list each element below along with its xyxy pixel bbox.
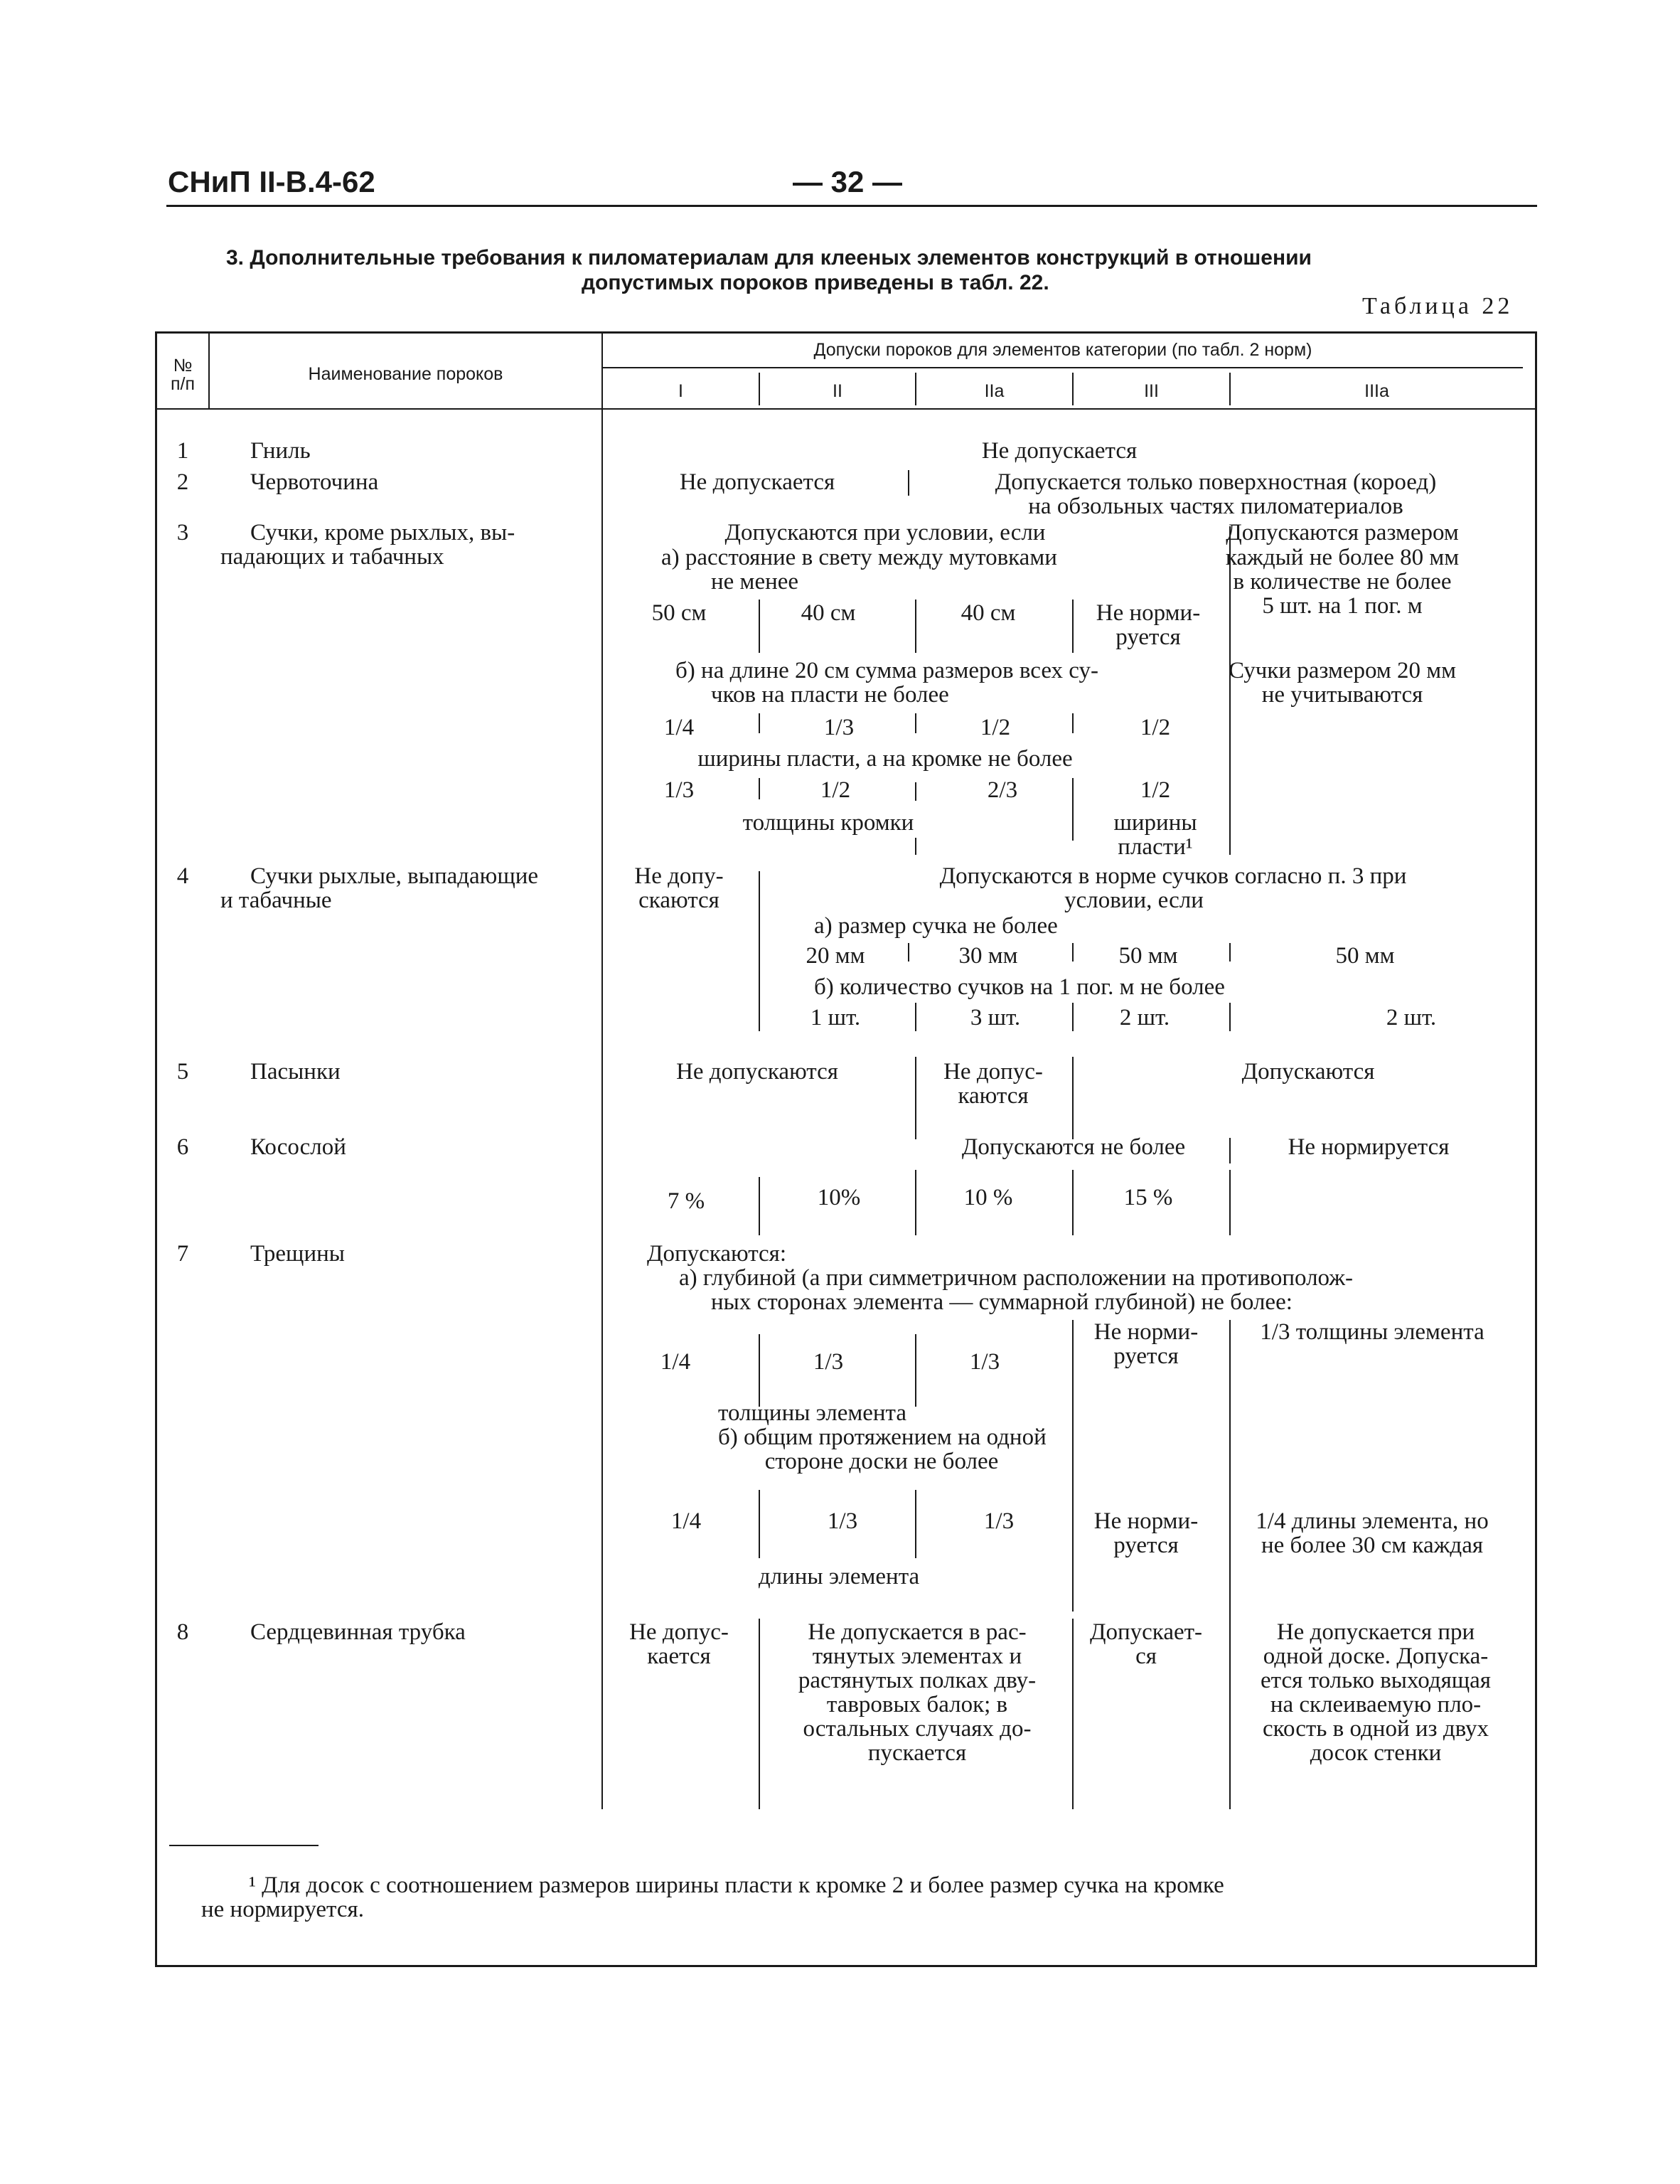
tolerance-text: Не допу-	[634, 863, 724, 889]
tolerance-text: 1/3	[983, 1508, 1015, 1534]
tolerance-text: 30 мм	[958, 943, 1018, 969]
tolerance-text: Не допускаются	[676, 1059, 838, 1085]
header-category-IIIa: IIIa	[1364, 381, 1389, 401]
tolerance-text: Допускаются в норме сучков согласно п. 3 при	[939, 863, 1407, 889]
row-number: 8	[176, 1619, 189, 1645]
divider-fragment	[759, 1490, 760, 1558]
tolerance-text: Не норми-	[1093, 1319, 1199, 1345]
tolerance-text: 1/2	[820, 777, 851, 803]
tolerance-text: Не допускается	[679, 469, 835, 495]
tolerance-text: 20 мм	[806, 943, 865, 969]
defect-name: Косослой	[250, 1134, 346, 1160]
divider-fragment	[908, 470, 909, 496]
row-number: 4	[176, 863, 189, 889]
tolerance-text: чков на пласти не более	[711, 682, 949, 708]
tolerance-text: 50 мм	[1118, 943, 1178, 969]
tolerance-text: 5 шт. на 1 пог. м	[1262, 593, 1423, 619]
divider-fragment	[1072, 1320, 1074, 1612]
tolerance-text: ширины пласти, а на кромке не более	[697, 746, 1073, 772]
table-bottom-border	[155, 1965, 1537, 1967]
table-top-border	[155, 331, 1537, 334]
tolerance-text: толщины кромки	[742, 810, 914, 836]
header-num-label-2: п/п	[170, 374, 196, 394]
document-code: СНиП II-В.4-62	[168, 165, 375, 198]
tolerance-text: ширины	[1113, 810, 1197, 836]
tolerance-text: Не допус-	[943, 1059, 1043, 1085]
tolerance-text: Не допус-	[629, 1619, 729, 1645]
header-category-group: Допуски пороков для элементов категории (по табл. 2 норм)	[813, 340, 1312, 360]
table-caption: Таблица 22	[1362, 293, 1514, 319]
divider-fragment	[915, 1003, 916, 1031]
header-category-II: II	[833, 381, 842, 401]
tolerance-text: досок стенки	[1310, 1740, 1442, 1766]
tolerance-text: Не допускается в рас-	[808, 1619, 1027, 1645]
tolerance-text: Не норми-	[1093, 1508, 1199, 1534]
header-category-III: III	[1144, 381, 1159, 401]
tolerance-text: Допускаются	[1241, 1059, 1375, 1085]
row-number: 3	[176, 520, 189, 545]
tolerance-text: 1/3 толщины элемента	[1260, 1319, 1484, 1345]
tolerance-text: скаются	[638, 888, 719, 913]
tolerance-text: 10 %	[963, 1185, 1013, 1210]
divider-fragment	[915, 600, 916, 653]
divider-fragment	[1072, 1619, 1074, 1809]
tolerance-text: а) глубиной (а при симметричном расположении на противополож-	[679, 1265, 1354, 1291]
tolerance-text: Не допускается при	[1276, 1619, 1475, 1645]
tolerance-text: тянутых элементах и	[812, 1644, 1022, 1669]
tolerance-text: 40 см	[801, 600, 856, 626]
divider-fragment	[1229, 526, 1231, 855]
table-right-border	[1535, 331, 1537, 1967]
tolerance-text: пласти¹	[1118, 834, 1193, 860]
tolerance-text: Допускает-	[1089, 1619, 1203, 1645]
tolerance-text: 1/3	[969, 1349, 1000, 1375]
tolerance-text: 1/3	[663, 777, 695, 803]
defect-name: Сучки, кроме рыхлых, вы-	[250, 520, 515, 545]
tolerance-text: Сучки размером 20 мм	[1229, 658, 1456, 683]
group-header-rule	[603, 367, 1523, 368]
divider-fragment	[915, 838, 916, 855]
tolerance-text: 10%	[817, 1185, 861, 1210]
divider-fragment	[908, 943, 909, 962]
divider-fragment	[1072, 600, 1074, 653]
row-number: 6	[176, 1134, 189, 1160]
tolerance-text: 2 шт.	[1386, 1005, 1437, 1030]
header-category-IIa: IIa	[984, 381, 1005, 401]
tolerance-text: 3 шт.	[970, 1005, 1021, 1030]
name-col-divider	[601, 334, 603, 1809]
header-category-I: I	[678, 381, 683, 401]
divider-fragment	[1072, 713, 1074, 733]
tolerance-text: 40 см	[961, 600, 1016, 626]
header-bottom-rule	[157, 408, 1535, 410]
tolerance-text: на склеиваемую пло-	[1270, 1692, 1482, 1717]
tolerance-text: 1/4	[670, 1508, 702, 1534]
defect-name: Трещины	[250, 1241, 345, 1267]
divider-fragment	[1229, 1138, 1231, 1163]
tolerance-text: 2 шт.	[1119, 1005, 1170, 1030]
divider-fragment	[759, 1177, 760, 1235]
tolerance-text: 1/2	[980, 715, 1011, 740]
defect-name: Сучки рыхлые, выпадающие	[250, 863, 539, 889]
divider-fragment	[759, 1334, 760, 1407]
tolerance-text: ных сторонах элемента — суммарной глубиной) не более:	[711, 1289, 1293, 1315]
tolerance-text: 1 шт.	[810, 1005, 861, 1030]
defect-name: и табачные	[220, 888, 332, 913]
tolerance-text: не менее	[711, 569, 799, 595]
tolerance-text: Допускаются размером	[1226, 520, 1459, 545]
tolerance-text: 1/3	[823, 715, 855, 740]
tolerance-text: Допускаются:	[647, 1241, 787, 1267]
divider-fragment	[1229, 1320, 1231, 1809]
tolerance-text: 1/3	[827, 1508, 858, 1534]
intro-line-2: допустимых пороков приведены в табл. 22.	[582, 271, 1049, 294]
row-number: 1	[176, 438, 189, 464]
tolerance-text: 1/2	[1140, 715, 1171, 740]
tolerance-text: руется	[1115, 624, 1181, 650]
row-number: 5	[176, 1059, 189, 1085]
page-number: — 32 —	[793, 165, 903, 198]
tolerance-text: кается	[647, 1644, 711, 1669]
divider-fragment	[915, 1490, 916, 1558]
divider-fragment	[1072, 1003, 1074, 1031]
divider-fragment	[915, 1057, 916, 1139]
divider-fragment	[1072, 943, 1074, 962]
tolerance-text: Не норми-	[1096, 600, 1201, 626]
divider-fragment	[1229, 1003, 1231, 1031]
divider-fragment	[915, 782, 916, 801]
intro-line-1: 3. Дополнительные требования к пиломатериалам для клееных элементов конструкций в отношении	[226, 246, 1312, 270]
divider-fragment	[759, 713, 760, 733]
tolerance-text: на обзольных частях пиломатериалов	[1028, 494, 1403, 519]
tolerance-text: 2/3	[987, 777, 1018, 803]
tolerance-text: а) размер сучка не более	[814, 913, 1058, 939]
tolerance-text: ется только выходящая	[1261, 1668, 1491, 1693]
tolerance-text: скость в одной из двух	[1262, 1716, 1489, 1742]
tolerance-text: длины элемента	[758, 1564, 920, 1589]
tolerance-text: Допускаются при условии, если	[724, 520, 1046, 545]
divider-fragment	[915, 713, 916, 733]
tolerance-text: стороне доски не более	[764, 1449, 999, 1474]
divider-fragment	[1072, 1170, 1074, 1235]
tolerance-text: тавровых балок; в	[826, 1692, 1008, 1717]
tolerance-text: Допускаются не более	[961, 1134, 1186, 1160]
defect-name: Пасынки	[250, 1059, 341, 1085]
tolerance-text: 1/2	[1140, 777, 1171, 803]
tolerance-text: руется	[1113, 1533, 1179, 1558]
divider-fragment	[1072, 778, 1074, 841]
tolerance-text: а) расстояние в свету между мутовками	[661, 545, 1057, 570]
tolerance-text: пускается	[867, 1740, 967, 1766]
tolerance-text: Не допускается	[981, 438, 1138, 464]
header-defect-name: Наименование пороков	[308, 364, 503, 384]
tolerance-text: каются	[958, 1083, 1029, 1109]
tolerance-text: Допускается только поверхностная (короед)	[995, 469, 1437, 495]
tolerance-text: не учитываются	[1261, 682, 1423, 708]
tolerance-text: 1/4 длины элемента, но	[1256, 1508, 1489, 1534]
tolerance-text: Не нормируется	[1288, 1134, 1450, 1160]
defect-name: падающих и табачных	[220, 544, 444, 570]
tolerance-text: 1/4	[660, 1349, 691, 1375]
defect-name: Гниль	[250, 438, 311, 464]
divider-fragment	[759, 600, 760, 653]
divider-fragment	[759, 778, 760, 799]
tolerance-text: руется	[1113, 1343, 1179, 1369]
tolerance-text: 1/3	[813, 1349, 844, 1375]
divider-fragment	[1072, 1057, 1074, 1139]
tolerance-text: растянутых полках дву-	[798, 1668, 1037, 1693]
tolerance-text: каждый не более 80 мм	[1225, 545, 1460, 570]
header-num-label-1: №	[173, 356, 193, 375]
row-number: 2	[176, 469, 189, 495]
tolerance-text: 50 см	[651, 600, 707, 626]
row-number: 7	[176, 1241, 189, 1267]
tolerance-text: б) общим протяжением на одной	[718, 1424, 1047, 1450]
tolerance-text: в количестве не более	[1233, 569, 1452, 595]
divider-fragment	[915, 1170, 916, 1235]
footnote-rule	[169, 1845, 319, 1846]
defect-name: Сердцевинная трубка	[250, 1619, 466, 1645]
defect-name: Червоточина	[250, 469, 379, 495]
footnote-line-1: ¹ Для досок с соотношением размеров ширины пласти к кромке 2 и более размер сучка на кромке	[249, 1873, 1224, 1898]
tolerance-text: 50 мм	[1335, 943, 1395, 969]
divider-fragment	[759, 1619, 760, 1809]
divider-fragment	[915, 1334, 916, 1407]
tolerance-text: не более 30 см каждая	[1261, 1533, 1484, 1558]
tolerance-text: условии, если	[1064, 888, 1204, 913]
tolerance-text: остальных случаях до-	[803, 1716, 1032, 1742]
tolerance-text: б) количество сучков на 1 пог. м не более	[814, 974, 1225, 1000]
divider-fragment	[1229, 1170, 1231, 1235]
footnote-line-2: не нормируется.	[201, 1897, 364, 1922]
tolerance-text: 7 %	[667, 1188, 705, 1214]
tolerance-text: 15 %	[1123, 1185, 1173, 1210]
tolerance-text: 1/4	[663, 715, 695, 740]
divider-fragment	[1229, 943, 1231, 962]
divider-fragment	[759, 871, 760, 1031]
tolerance-text: ся	[1135, 1644, 1157, 1669]
tolerance-text: толщины элемента	[718, 1400, 907, 1426]
tolerance-text: б) на длине 20 см сумма размеров всех су-	[675, 658, 1098, 683]
tolerance-text: одной доске. Допуска-	[1263, 1644, 1489, 1669]
